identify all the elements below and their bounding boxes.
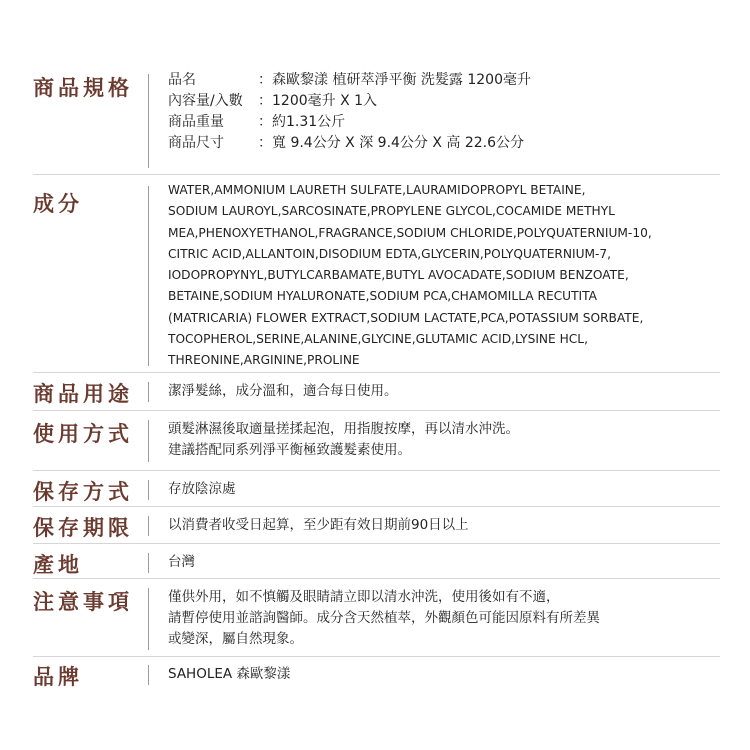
usage-purpose-text [168,381,398,402]
spec-row-size [168,133,531,154]
spec-row-name [168,70,531,91]
ingredients-label: 成分 [33,191,83,216]
shelf-life-line: 以消費者收受日起算，至少距有效日期前90日以上 [168,517,469,533]
directions-text [168,419,519,461]
ingredients-line: SODIUM LAUROYL,SARCOSINATE,PROPYLENE GLYCOL,COCAMIDE METHYL [168,204,615,219]
spec-key: 商品重量 [168,114,224,130]
spec-key: 品名 [168,72,196,88]
directions-label: 使用方式 [33,421,133,446]
usage-purpose-label: 商品用途 [33,381,133,406]
directions-section [33,416,720,466]
origin-label: 產地 [33,552,83,577]
spec-value: ：約1.31公斤 [258,114,346,130]
ingredients-line: (MATRICARIA) FLOWER EXTRACT,SODIUM LACTATE,PCA,POTASSIUM SORBATE, [168,310,644,325]
ingredients-line: THREONINE,ARGININE,PROLINE [168,353,360,368]
spec-value: ：1200毫升 X 1入 [258,93,378,109]
usage-purpose-section [33,378,720,406]
directions-line: 頭髮淋濕後取適量搓揉起泡，用指腹按摩，再以清水沖洗。 [168,421,519,437]
spec-value: ：寬 9.4公分 X 深 9.4公分 X 高 22.6公分 [258,135,525,151]
brand-text [168,664,290,685]
origin-line: 台灣 [168,554,195,570]
brand-label: 品牌 [33,664,83,689]
brand-section [33,661,720,689]
spec-row-content [168,91,531,112]
specs-section [33,70,720,170]
storage-text [168,479,236,500]
cautions-line: 或變深，屬自然現象。 [168,631,303,647]
cautions-label: 注意事項 [33,589,133,614]
directions-line: 建議搭配同系列淨平衡極致護髮素使用。 [168,442,411,458]
row-divider [33,470,720,471]
ingredients-line: CITRIC ACID,ALLANTOIN,DISODIUM EDTA,GLYCERIN,POLYQUATERNIUM-7, [168,246,612,261]
ingredients-section [33,180,720,370]
section-divider-bar [148,553,149,573]
ingredients-line: MEA,PHENOXYETHANOL,FRAGRANCE,SODIUM CHLORIDE,POLYQUATERNIUM-10, [168,225,652,240]
storage-line: 存放陰涼處 [168,481,236,497]
section-divider-bar [148,516,149,536]
section-divider-bar [148,420,149,462]
shelf-life-label: 保存期限 [33,515,133,540]
row-divider [33,656,720,657]
shelf-life-text [168,515,469,536]
shelf-life-section [33,512,720,540]
section-divider-bar [148,480,149,500]
origin-text [168,552,195,573]
cautions-text [168,587,600,650]
specs-label: 商品規格 [33,75,133,100]
section-divider-bar [148,74,149,168]
row-divider [33,174,720,175]
section-divider-bar [148,186,149,366]
section-divider-bar [148,665,149,685]
row-divider [33,578,720,579]
specs-list [168,70,531,154]
storage-section [33,476,720,504]
row-divider [33,410,720,411]
row-divider [33,372,720,373]
section-divider-bar [148,588,149,650]
storage-label: 保存方式 [33,479,133,504]
section-divider-bar [148,382,149,402]
spec-row-weight [168,112,531,133]
row-divider [33,506,720,507]
origin-section [33,549,720,577]
brand-line: SAHOLEA 森歐黎漾 [168,666,291,682]
ingredients-line: BETAINE,SODIUM HYALURONATE,SODIUM PCA,CHAMOMILLA RECUTITA [168,289,597,304]
cautions-line: 僅供外用，如不慎觸及眼睛請立即以清水沖洗，使用後如有不適， [168,589,560,605]
ingredients-list [168,180,716,372]
spec-value: ：森歐黎漾 植研萃淨平衡 洗髮露 1200毫升 [258,72,531,88]
ingredients-line: TOCOPHEROL,SERINE,ALANINE,GLYCINE,GLUTAMIC ACID,LYSINE HCL, [168,332,588,347]
cautions-section [33,584,720,654]
ingredients-line: WATER,AMMONIUM LAURETH SULFATE,LAURAMIDOPROPYL BETAINE, [168,183,586,197]
cautions-line: 請暫停使用並諮詢醫師。成分含天然植萃，外觀顏色可能因原料有所差異 [168,610,600,626]
spec-key: 內容量/入數 [168,93,243,109]
usage-purpose-line: 潔淨髮絲，成分溫和，適合每日使用。 [168,383,398,399]
ingredients-line: IODOPROPYNYL,BUTYLCARBAMATE,BUTYL AVOCADATE,SODIUM BENZOATE, [168,268,629,283]
spec-key: 商品尺寸 [168,135,224,151]
row-divider [33,543,720,544]
